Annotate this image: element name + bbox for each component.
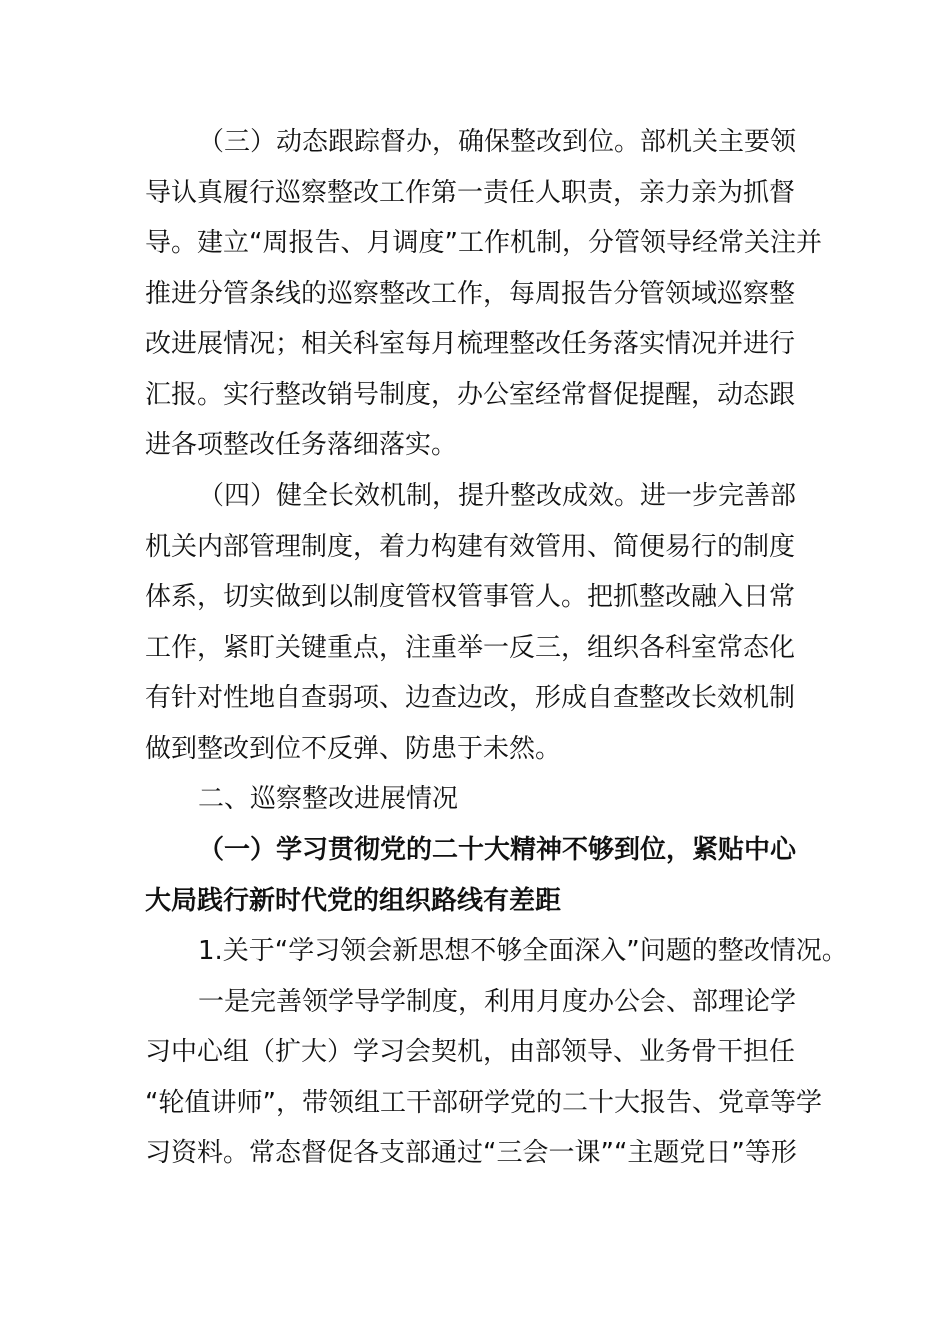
paragraph-line: 导。建立“周报告、月调度”工作机制，分管领导经常关注并 [145,228,822,258]
paragraph-line: 一是完善领学导学制度，利用月度办公会、部理论学 [198,987,797,1017]
item-heading: 1.关于“学习领会新思想不够全面深入”问题的整改情况。 [198,936,848,966]
paragraph-line: 导认真履行巡察整改工作第一责任人职责，亲力亲为抓督 [145,178,796,208]
paragraph-line: 进各项整改任务落细落实。 [145,430,458,460]
paragraph-line: 汇报。实行整改销号制度，办公室经常督促提醒，动态跟 [145,380,796,410]
paragraph-line: 有针对性地自查弱项、边查边改，形成自查整改长效机制 [145,683,796,713]
paragraph-line: （四）健全长效机制，提升整改成效。进一步完善部 [198,481,797,511]
paragraph-line: 工作，紧盯关键重点，注重举一反三，组织各科室常态化 [145,633,796,663]
paragraph-line: 习资料。常态督促各支部通过“三会一课”“主题党日”等形 [145,1138,797,1168]
paragraph-line: （三）动态跟踪督办，确保整改到位。部机关主要领 [198,127,797,157]
paragraph-line: 机关内部管理制度，着力构建有效管用、简便易行的制度 [145,532,796,562]
paragraph-line: 推进分管条线的巡察整改工作，每周报告分管领域巡察整 [145,279,796,309]
subsection-heading: 大局践行新时代党的组织路线有差距 [145,886,562,916]
section-heading: 二、巡察整改进展情况 [198,784,459,814]
paragraph-line: 做到整改到位不反弹、防患于未然。 [145,734,562,764]
subsection-heading: （一）学习贯彻党的二十大精神不够到位，紧贴中心 [198,835,797,865]
paragraph-line: 习中心组（扩大）学习会契机，由部领导、业务骨干担任 [145,1037,796,1067]
paragraph-line: 体系，切实做到以制度管权管事管人。把抓整改融入日常 [145,582,796,612]
paragraph-line: “轮值讲师”，带领组工干部研学党的二十大报告、党章等学 [145,1088,822,1118]
paragraph-line: 改进展情况；相关科室每月梳理整改任务落实情况并进行 [145,329,796,359]
